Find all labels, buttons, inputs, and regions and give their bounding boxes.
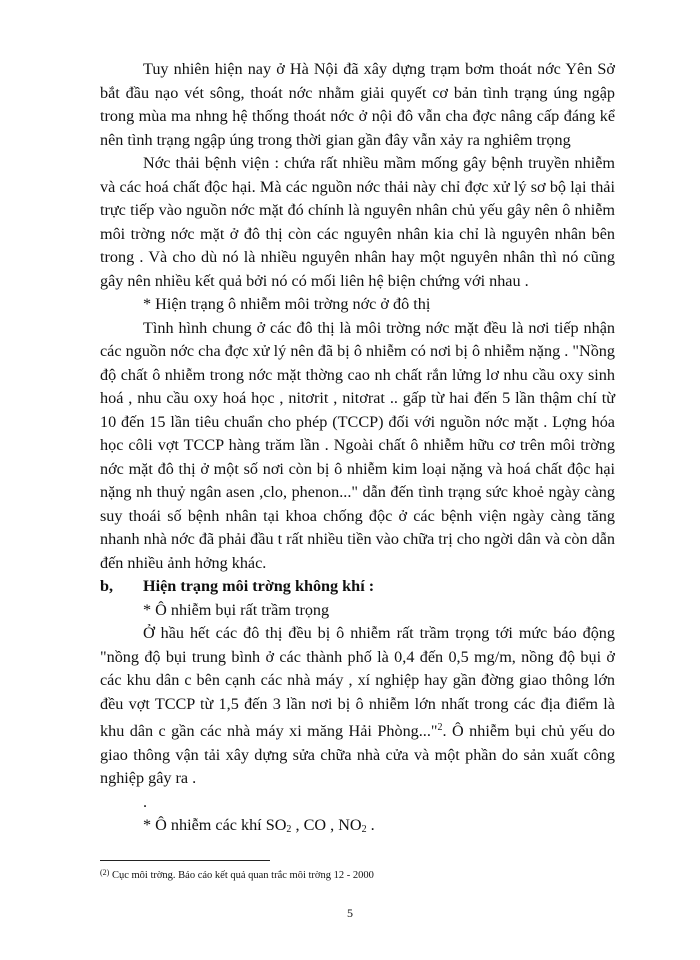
page-number: 5	[347, 906, 353, 920]
paragraph-dust-situation	[100, 622, 615, 791]
section-title: Hiện trạng môi trờng không khí :	[143, 577, 375, 595]
footnote-mark: (2)	[100, 868, 110, 877]
paragraph-hospital-wastewater: Nớc thải bệnh viện : chứa rất nhiều mầm mống gây bệnh truyền nhiễm và các hoá chất độc hại. Mà các nguồn nớc thải này chỉ đợc xử lý sơ bộ lại thải trực tiếp vào nguồn nớc mặt đó chính là nguyên nhân chủ yếu gây nên ô nhiễm môi trờng nớc mặt ở đô thị còn các nguyên nhân kia chỉ là nguyên nhân bên trong . Và cho dù nó là nhiều nguyên nhân hay một nguyên nhân thì nó cũng gây nên nhiều kết quả bởi nó có mối liên hệ biện chứng với nhau .	[100, 154, 615, 290]
gas-label-end: .	[366, 816, 375, 834]
dust-quote: Ở hầu hết các đô thị đều bị ô nhiễm rất trầm trọng tới mức báo động "nồng độ bụi trung bình ở các thành phố là 0,4 đến 0,5 mg/m, nồng độ bụi ở các khu dân c bên cạnh các nhà máy , xí nghiệp hay gần đờng giao thông lớn đều vợt TCCP từ 1,5 đến 3 lần nơi bị ô nhiễm lớn nhất trong các địa điểm là khu dân c gần các nhà máy xi măng Hải Phòng..."	[100, 624, 615, 740]
dust-cause: . Ô nhiễm bụi chủ yếu do giao thông vận tải xây dựng sửa chữa nhà cửa và một phần do sản xuất công nghiệp gây ra .	[100, 722, 615, 787]
no2-subscript: 2	[361, 824, 367, 835]
footnote-reference: 2	[437, 722, 443, 733]
body-text	[100, 58, 615, 842]
footnote-divider	[100, 860, 270, 861]
subheading-water-pollution: * Hiện trạng ô nhiễm môi trờng nớc ở đô thị	[143, 295, 431, 313]
paragraph-drainage: Tuy nhiên hiện nay ở Hà Nội đã xây dựng trạm bơm thoát nớc Yên Sở bắt đầu nạo vét sông, thoát nớc nhằm giải quyết cơ bản tình trạng úng ngập trong mùa ma nhng hệ thống thoát nớc ở nội đô vẫn cha đợc nâng cấp đáng kể nên tình trạng ngập úng trong thời gian gần đây vẫn xảy ra nghiêm trọng	[100, 60, 615, 149]
footnote	[100, 866, 374, 883]
subheading-dust-pollution: * Ô nhiễm bụi rất trầm trọng	[143, 600, 330, 619]
footnote-text: Cục môi trờng. Báo cáo kết quả quan trắc môi trờng 12 - 2000	[109, 870, 374, 881]
section-number: b,	[100, 577, 114, 595]
stray-dot: .	[143, 792, 148, 811]
paragraph-water-situation: Tình hình chung ở các đô thị là môi trờng nớc mặt đều là nơi tiếp nhận các nguồn nớc cha đợc xử lý nên đã bị ô nhiễm có nơi bị ô nhiễm nặng . "Nồng độ chất ô nhiễm trong nớc mặt thờng cao nh chất rắn lửng lơ nhu cầu oxy sinh hoá , nhu cầu oxy hoá học , nitơrit , nitơrat .. gấp từ hai đến 5 lần thậm chí từ 10 đến 15 lần tiêu chuẩn cho phép (TCCP) đối với nguồn nớc mặt . Lợng hóa học côli vợt TCCP hàng trăm lần . Ngoài chất ô nhiễm hữu cơ trên môi trờng nớc mặt đô thị ở một số nơi còn bị ô nhiễm kim loại nặng và hoá chất độc hại nặng nh thuỷ ngân asen ,clo, phenon..." dẫn đến tình trạng sức khoẻ ngày càng suy thoái số bệnh nhân tại khoa chống độc ở các bệnh viện ngày càng tăng nhanh nhà nớc đã phải đầu t rất nhiều tiền vào chữa trị cho ngời dân và còn dẫn đến nhiều ảnh hởng khác.	[100, 318, 615, 572]
so2-subscript: 2	[286, 824, 292, 835]
subheading-gas-pollution	[100, 814, 615, 842]
gas-label-prefix: * Ô nhiễm các khí SO	[143, 816, 287, 834]
section-heading-air	[100, 575, 615, 599]
gas-label-mid: , CO , NO	[291, 816, 362, 834]
